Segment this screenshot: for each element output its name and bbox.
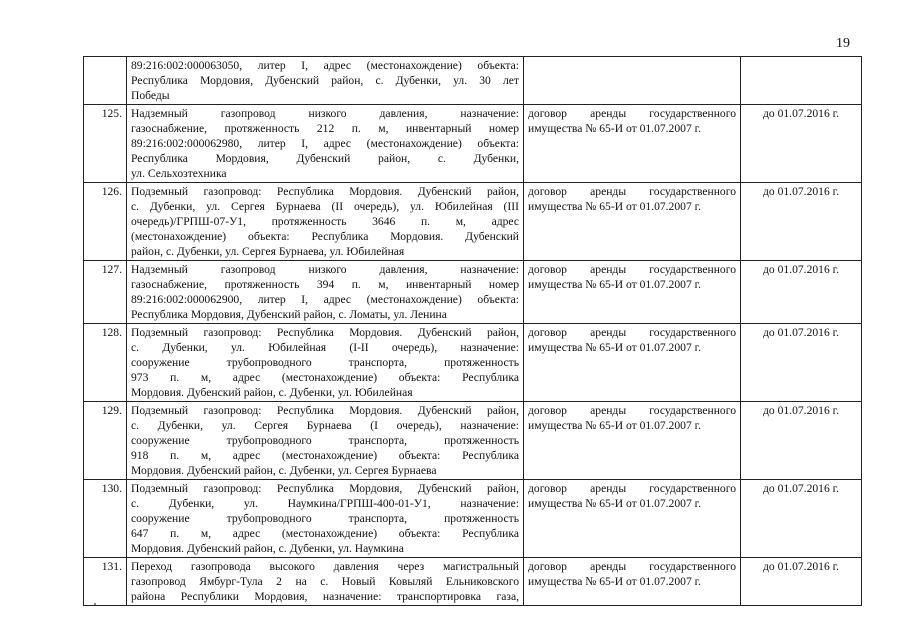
lease-term [741, 57, 862, 105]
basis-line: договор аренды государственного [528, 263, 736, 276]
description-line: Республика Мордовия, Дубенский район, с. Дубенки, [131, 152, 519, 165]
description-line: 973 п. м, адрес (местонахождение) объекта: Республика [131, 371, 519, 384]
description-line: газоснабжение, протяженность 394 п. м, инвентарный номер [131, 278, 519, 291]
description-line: Мордовия. Дубенский район, с. Дубенки, ул. Сергея Бурнаева [131, 464, 437, 477]
basis-line: имущества № 65-И от 01.07.2007 г. [528, 122, 701, 135]
basis-line: договор аренды государственного [528, 482, 736, 495]
row-number: 126. [84, 183, 127, 261]
description-line: Мордовия. Дубенский район, с. Дубенки, ул. Юбилейная [131, 386, 413, 399]
description-line: Подземный газопровод: Республика Мордовия. Дубенский район, [131, 326, 519, 339]
lease-basis [524, 261, 741, 324]
description-line: 918 п. м, адрес (местонахождение) объекта: Республика [131, 449, 519, 462]
description-line: Республика Мордовия, Дубенский район, с. Дубенки, ул. 30 лет [131, 74, 519, 87]
description-line: сооружение трубопроводного транспорта, протяженность [131, 434, 519, 447]
table-row [84, 480, 862, 558]
basis-line: имущества № 65-И от 01.07.2007 г. [528, 575, 701, 588]
object-description [127, 324, 524, 402]
description-line: сооружение трубопроводного транспорта, протяженность [131, 356, 519, 369]
row-number: 127. [84, 261, 127, 324]
description-line: район, с. Дубенки, ул. Сергея Бурнаева, ул. Юбилейная [131, 245, 405, 258]
object-description [127, 402, 524, 480]
basis-line: договор аренды государственного [528, 404, 736, 417]
lease-basis [524, 183, 741, 261]
object-description [127, 57, 524, 105]
description-line: Переход газопровода высокого давления через магистральный [131, 560, 519, 573]
lease-basis [524, 558, 741, 606]
page-number: 19 [836, 36, 850, 51]
basis-line: договор аренды государственного [528, 326, 736, 339]
description-line: 89:216:002:000062980, литер I, адрес (местонахождение) объекта: [131, 137, 519, 150]
scan-speck [94, 603, 96, 605]
basis-line: договор аренды государственного [528, 560, 736, 573]
description-line: (местонахождение) объекта: Республика Мордовия. Дубенский [131, 230, 519, 243]
lease-basis [524, 480, 741, 558]
lease-basis [524, 105, 741, 183]
property-lease-table [83, 56, 862, 606]
lease-basis [524, 57, 741, 105]
table-row [84, 402, 862, 480]
description-line: района Республики Мордовия, назначение: транспортировка газа, [131, 590, 519, 603]
row-number [84, 57, 127, 105]
description-line: сооружение трубопроводного транспорта, протяженность [131, 512, 519, 525]
object-description [127, 261, 524, 324]
row-number: 129. [84, 402, 127, 480]
description-line: с. Дубенки, ул. Сергея Бурнаева (II очередь), ул. Юбилейная (III [131, 200, 519, 213]
basis-line: договор аренды государственного [528, 107, 736, 120]
row-number: 130. [84, 480, 127, 558]
basis-line: договор аренды государственного [528, 185, 736, 198]
table-row [84, 261, 862, 324]
description-line: ул. Сельхозтехника [131, 167, 227, 180]
lease-basis [524, 402, 741, 480]
description-line: с. Дубенки, ул. Сергея Бурнаева (I очередь), назначение: [131, 419, 519, 432]
description-line: Подземный газопровод: Республика Мордовия, Дубенский район, [131, 482, 519, 495]
lease-term: до 01.07.2016 г. [741, 402, 862, 480]
lease-term: до 01.07.2016 г. [741, 183, 862, 261]
lease-term: до 01.07.2016 г. [741, 558, 862, 606]
description-line: с. Дубенки, ул. Наумкина/ГРПШ-400-01-У1, назначение: [131, 497, 519, 510]
basis-line: имущества № 65-И от 01.07.2007 г. [528, 419, 701, 432]
row-number: 131. [84, 558, 127, 606]
description-line: Надземный газопровод низкого давления, назначение: [131, 107, 519, 120]
description-line: Надземный газопровод низкого давления, назначение: [131, 263, 519, 276]
description-line: газоснабжение, протяженность 212 п. м, инвентарный номер [131, 122, 519, 135]
lease-term: до 01.07.2016 г. [741, 261, 862, 324]
object-description [127, 558, 524, 606]
object-description [127, 480, 524, 558]
description-line: 89:216:002:000062900, литер I, адрес (местонахождение) объекта: [131, 293, 519, 306]
basis-line: имущества № 65-И от 01.07.2007 г. [528, 200, 701, 213]
description-line: Мордовия. Дубенский район, с. Дубенки, ул. Наумкина [131, 542, 404, 555]
description-line: Победы [131, 89, 170, 102]
row-number: 125. [84, 105, 127, 183]
table-row [84, 558, 862, 606]
object-description [127, 183, 524, 261]
description-line: 89:216:002:000063050, литер I, адрес (местонахождение) объекта: [131, 59, 519, 72]
basis-line: имущества № 65-И от 01.07.2007 г. [528, 497, 701, 510]
basis-line: имущества № 65-И от 01.07.2007 г. [528, 278, 701, 291]
lease-basis [524, 324, 741, 402]
table-row [84, 57, 862, 105]
description-line: Республика Мордовия, Дубенский район, с. Ломаты, ул. Ленина [131, 308, 447, 321]
lease-term: до 01.07.2016 г. [741, 480, 862, 558]
description-line: Подземный газопровод: Республика Мордовия. Дубенский район, [131, 404, 519, 417]
description-line: очередь)/ГРПШ-07-У1, протяженность 3646 п. м, адрес [131, 215, 519, 228]
lease-term: до 01.07.2016 г. [741, 324, 862, 402]
row-number: 128. [84, 324, 127, 402]
description-line: с. Дубенки, ул. Юбилейная (I-II очередь), назначение: [131, 341, 519, 354]
description-line: Подземный газопровод: Республика Мордовия. Дубенский район, [131, 185, 519, 198]
description-line: газопровод Ямбург-Тула 2 на с. Новый Ковыляй Ельниковского [131, 575, 519, 588]
description-line: 647 п. м, адрес (местонахождение) объекта: Республика [131, 527, 519, 540]
table-row [84, 324, 862, 402]
lease-term: до 01.07.2016 г. [741, 105, 862, 183]
object-description [127, 105, 524, 183]
table-row [84, 183, 862, 261]
basis-line: имущества № 65-И от 01.07.2007 г. [528, 341, 701, 354]
table-row [84, 105, 862, 183]
